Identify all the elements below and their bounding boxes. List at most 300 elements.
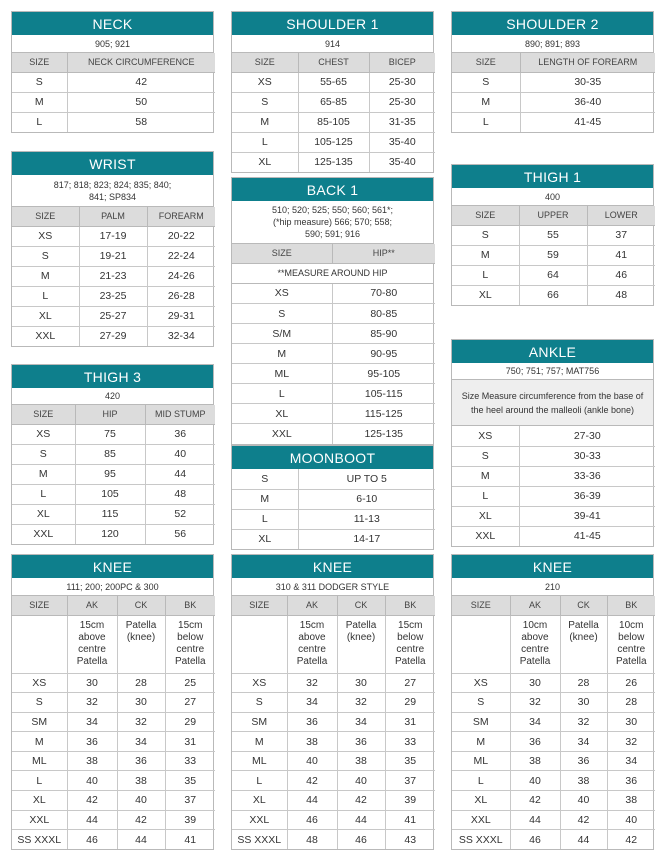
column-header: HIP** [332,244,435,263]
table-row [232,132,435,152]
size-cell: M [12,92,67,112]
size-cell: S [12,246,79,266]
table-row [232,732,435,752]
value-cell: 34 [560,732,607,752]
size-cell: M [232,732,287,752]
size-cell: L [12,771,67,791]
value-cell: 44 [510,810,560,830]
value-cell: 36 [287,712,337,732]
table-header-row [12,596,215,615]
size-cell: XS [12,424,75,444]
value-cell: 25-30 [369,72,435,92]
thigh1-table [452,206,655,305]
wrist-codes-line1: 817; 818; 823; 824; 835; 840; [53,179,172,190]
size-cell: L [232,509,298,529]
table-header-row [452,206,655,225]
value-cell: 46 [67,830,117,850]
knee3-codes: 210 [452,578,653,596]
value-cell: 39-41 [519,506,655,526]
column-header: LOWER [587,206,655,225]
table-row [12,444,215,464]
table-row [452,486,655,506]
column-header: UPPER [519,206,587,225]
table-row [452,791,655,811]
value-cell: 30 [67,673,117,693]
size-cell: XXL [232,810,287,830]
table-row [232,810,435,830]
value-cell: 43 [404,833,417,846]
size-cell: XL [232,529,298,549]
table-row [232,693,435,713]
size-cell: L [12,286,79,306]
value-cell: 35 [165,771,215,791]
size-cell: S [452,446,519,466]
value-cell: 24-26 [147,266,215,286]
value-cell: 42 [337,791,385,811]
value-cell: 95-105 [332,364,435,384]
thigh1-title: THIGH 1 [452,165,653,188]
table-row [12,286,215,306]
value-cell: 125-135 [364,427,404,440]
table-row [12,484,215,504]
knee3-table [452,596,655,849]
column-header: SIZE [12,53,67,72]
table-row [12,751,215,771]
table-header-row [12,405,215,424]
value-cell: 31 [385,712,435,732]
value-cell: 38 [607,791,655,811]
column-description: 15cm above centre Patella [287,615,337,673]
value-cell: 42 [117,810,165,830]
value-cell: 30 [510,673,560,693]
knee2-table [232,596,435,849]
column-description [12,615,67,673]
thigh3-card [11,364,214,545]
description-row [232,615,435,673]
value-cell: 6-10 [298,489,435,509]
table-row [452,830,655,850]
table-row [232,344,435,364]
value-cell: 52 [145,504,215,524]
moonboot-card [231,445,434,550]
size-cell: M [12,266,79,286]
column-header: CK [337,596,385,615]
back1-codes-line2: (*hip measure) 566; 570; 558; [272,217,393,227]
value-cell: 39 [385,791,435,811]
value-cell: 70-80 [332,284,435,304]
size-cell: XL [452,285,519,305]
table-row [232,751,435,771]
table-row [452,265,655,285]
value-cell: 37 [587,225,655,245]
value-cell: 39 [165,810,215,830]
value-cell: 36 [337,732,385,752]
size-cell: S/M [232,324,332,344]
value-cell: 36-40 [520,92,655,112]
value-cell: 26-28 [147,286,215,306]
column-description: 10cm above centre Patella [510,615,560,673]
table-header-row [12,53,215,72]
size-cell: XS [232,673,287,693]
column-header: AK [67,596,117,615]
ankle-note-line1: Size Measure circumference from the base of [461,390,644,401]
table-row [12,712,215,732]
value-cell: 25 [165,673,215,693]
table-header-row [452,53,655,72]
value-cell: 21-23 [79,266,147,286]
size-cell: L [452,112,520,132]
value-cell: 11-13 [298,509,435,529]
table-row [12,306,215,326]
column-header: SIZE [12,207,79,226]
neck-card [11,11,214,133]
table-header-row [232,53,435,72]
value-cell: 36 [607,771,655,791]
column-description: 15cm above centre Patella [67,615,117,673]
table-row [12,246,215,266]
value-cell: 48 [615,289,628,302]
value-cell: 40 [67,771,117,791]
value-cell: 42 [67,72,215,92]
size-cell: M [232,344,332,364]
value-cell: 17-19 [79,226,147,246]
size-cell: L [12,484,75,504]
value-cell: 30 [607,712,655,732]
value-cell: 48 [287,830,337,850]
table-row [232,469,435,489]
value-cell: 30 [337,673,385,693]
table-row [232,304,435,324]
value-cell: 55 [519,225,587,245]
table-row [12,830,215,850]
size-cell: L [232,384,332,404]
value-cell: 44 [117,830,165,850]
knee3-title: KNEE [452,555,653,578]
table-row [232,324,435,344]
table-row [452,446,655,466]
value-cell: 32 [67,693,117,713]
value-cell: 36 [67,732,117,752]
value-cell: 38 [117,771,165,791]
value-cell: 41 [184,833,197,846]
column-header: FOREARM [147,207,215,226]
value-cell: 38 [337,751,385,771]
size-cell: XXL [232,424,332,444]
value-cell: 32 [607,732,655,752]
shoulder1-codes: 914 [232,35,433,53]
size-cell: XS [232,72,298,92]
table-row [232,791,435,811]
moonboot-title: MOONBOOT [232,446,433,469]
table-row [12,732,215,752]
value-cell: 32 [560,712,607,732]
value-cell: 46 [510,830,560,850]
column-header: CHEST [298,53,369,72]
thigh3-title: THIGH 3 [12,365,213,388]
value-cell: 105 [75,484,145,504]
size-cell: S [12,693,67,713]
table-row [232,284,435,304]
column-header: CK [117,596,165,615]
table-row [12,92,215,112]
value-cell: 20-22 [147,226,215,246]
neck-title: NECK [12,12,213,35]
value-cell: 42 [510,791,560,811]
value-cell: 22-24 [147,246,215,266]
value-cell: 32 [287,673,337,693]
ankle-note [452,380,653,426]
value-cell: 34 [337,712,385,732]
table-row [232,384,435,404]
table-row [452,225,655,245]
value-cell: UP TO 5 [298,469,435,489]
value-cell: 85 [75,444,145,464]
table-row [452,466,655,486]
table-row [232,509,435,529]
value-cell: 34 [510,712,560,732]
table-row [12,791,215,811]
size-cell: XL [232,152,298,172]
size-cell: XS [452,673,510,693]
column-header: LENGTH OF FOREARM [520,53,655,72]
size-cell: XL [12,791,67,811]
value-cell: 38 [287,732,337,752]
table-row [452,751,655,771]
table-header-row [452,596,655,615]
wrist-card [11,151,214,347]
value-cell: 34 [607,751,655,771]
value-cell: 23-25 [79,286,147,306]
value-cell: 32 [510,693,560,713]
table-row [12,693,215,713]
value-cell: 40 [510,771,560,791]
table-row [12,112,215,132]
table-row [232,424,435,444]
value-cell: 40 [117,791,165,811]
value-cell: 32-34 [167,330,195,343]
size-cell: M [452,466,519,486]
value-cell: 50 [67,92,215,112]
size-cell: S [12,72,67,92]
table-row [12,326,215,346]
value-cell: 27-29 [79,326,147,346]
wrist-table [12,207,215,346]
value-cell: 25-27 [79,306,147,326]
value-cell: 46 [587,265,655,285]
value-cell: 65-85 [298,92,369,112]
value-cell: 40 [287,751,337,771]
table-row [12,72,215,92]
size-cell: SM [452,712,510,732]
size-cell: M [452,92,520,112]
table-header-row [232,596,435,615]
shoulder2-card [451,11,654,133]
column-header: AK [287,596,337,615]
knee1-codes: 111; 200; 200PC & 300 [12,578,213,596]
size-cell: L [232,771,287,791]
back1-codes-line3: 590; 591; 916 [304,229,361,239]
value-cell: 27 [165,693,215,713]
value-cell: 40 [337,771,385,791]
value-cell: 33-36 [519,466,655,486]
value-cell: 27-30 [519,426,655,446]
size-cell: XL [232,404,332,424]
value-cell: 37 [385,771,435,791]
wrist-codes [12,175,213,207]
table-row [12,504,215,524]
table-row [452,712,655,732]
size-cell: M [232,112,298,132]
value-cell: 46 [287,810,337,830]
size-cell: XXL [12,810,67,830]
value-cell: 46 [337,830,385,850]
table-row [232,489,435,509]
table-row [452,285,655,305]
value-cell: 25-30 [369,92,435,112]
value-cell: 42 [625,833,638,846]
value-cell: 28 [117,673,165,693]
value-cell: 33 [385,732,435,752]
table-row [12,673,215,693]
value-cell: 33 [165,751,215,771]
value-cell: 41-45 [573,530,601,543]
value-cell: 26 [607,673,655,693]
value-cell: 30-33 [519,446,655,466]
value-cell: 120 [75,524,145,544]
shoulder1-card [231,11,434,173]
value-cell: 44 [560,830,607,850]
value-cell: 56 [174,528,187,541]
value-cell: 44 [337,810,385,830]
back1-codes-line1: 510; 520; 525; 550; 560; 561*; [271,205,394,215]
table-row [12,464,215,484]
column-header: SIZE [452,206,519,225]
size-cell: M [452,245,519,265]
description-row [452,615,655,673]
value-cell: 34 [117,732,165,752]
column-header: PALM [79,207,147,226]
value-cell: 58 [135,116,148,129]
column-description: Patella (knee) [117,615,165,673]
value-cell: 19-21 [79,246,147,266]
value-cell: 115 [75,504,145,524]
value-cell: 38 [510,751,560,771]
size-cell: XL [232,791,287,811]
table-row [452,771,655,791]
size-cell: XS [12,673,67,693]
column-header: SIZE [452,53,520,72]
column-description: Patella (knee) [337,615,385,673]
table-row [452,526,655,546]
value-cell: 40 [145,444,215,464]
value-cell: 44 [287,791,337,811]
table-row [12,266,215,286]
column-header: SIZE [232,244,332,263]
value-cell: 35-40 [369,132,435,152]
value-cell: 40 [607,810,655,830]
thigh3-table [12,405,215,544]
size-cell: XS [452,426,519,446]
value-cell: 59 [519,245,587,265]
size-cell: L [232,132,298,152]
size-cell: M [12,464,75,484]
knee1-table [12,596,215,849]
value-cell: 80-85 [332,304,435,324]
value-cell: 29 [385,693,435,713]
size-cell: ML [12,751,67,771]
shoulder1-title: SHOULDER 1 [232,12,433,35]
value-cell: 35 [385,751,435,771]
value-cell: 48 [145,484,215,504]
value-cell: 32 [337,693,385,713]
knee1-title: KNEE [12,555,213,578]
size-cell: S [452,693,510,713]
value-cell: 55-65 [298,72,369,92]
size-cell: XL [452,506,519,526]
value-cell: 40 [560,791,607,811]
size-cell: XXL [452,526,519,546]
size-cell: M [232,489,298,509]
back1-table [232,284,435,444]
size-cell: SM [232,712,287,732]
table-row [452,245,655,265]
value-cell: 41 [587,245,655,265]
value-cell: 38 [560,771,607,791]
value-cell: 105-115 [332,384,435,404]
table-row [232,152,435,172]
value-cell: 90-95 [332,344,435,364]
value-cell: 38 [67,751,117,771]
table-row [12,226,215,246]
knee2-codes: 310 & 311 DODGER STYLE [232,578,433,596]
thigh1-codes: 400 [452,188,653,206]
table-row [12,524,215,544]
table-row [452,112,655,132]
value-cell: 14-17 [353,533,381,546]
table-row [12,810,215,830]
column-description [452,615,510,673]
value-cell: 29 [165,712,215,732]
table-row [232,673,435,693]
shoulder2-title: SHOULDER 2 [452,12,653,35]
table-row [452,506,655,526]
value-cell: 105-125 [298,132,369,152]
value-cell: 30 [117,693,165,713]
neck-table [12,53,215,132]
value-cell: 28 [607,693,655,713]
size-cell: S [232,693,287,713]
size-cell: ML [452,751,510,771]
wrist-codes-line2: 841; SP834 [88,191,137,202]
back1-note: **MEASURE AROUND HIP [232,264,433,284]
value-cell: 41 [385,810,435,830]
table-header-row [232,244,435,263]
table-row [232,364,435,384]
size-cell: XS [232,284,332,304]
value-cell: 75 [75,424,145,444]
knee2-title: KNEE [232,555,433,578]
size-cell: M [12,732,67,752]
back1-codes [232,201,433,244]
column-description: 10cm below centre Patella [607,615,655,673]
size-cell: ML [232,751,287,771]
table-row [452,732,655,752]
ankle-title: ANKLE [452,340,653,363]
column-header: AK [510,596,560,615]
size-cell: S [232,469,298,489]
size-cell: XXL [452,810,510,830]
value-cell: 36 [145,424,215,444]
